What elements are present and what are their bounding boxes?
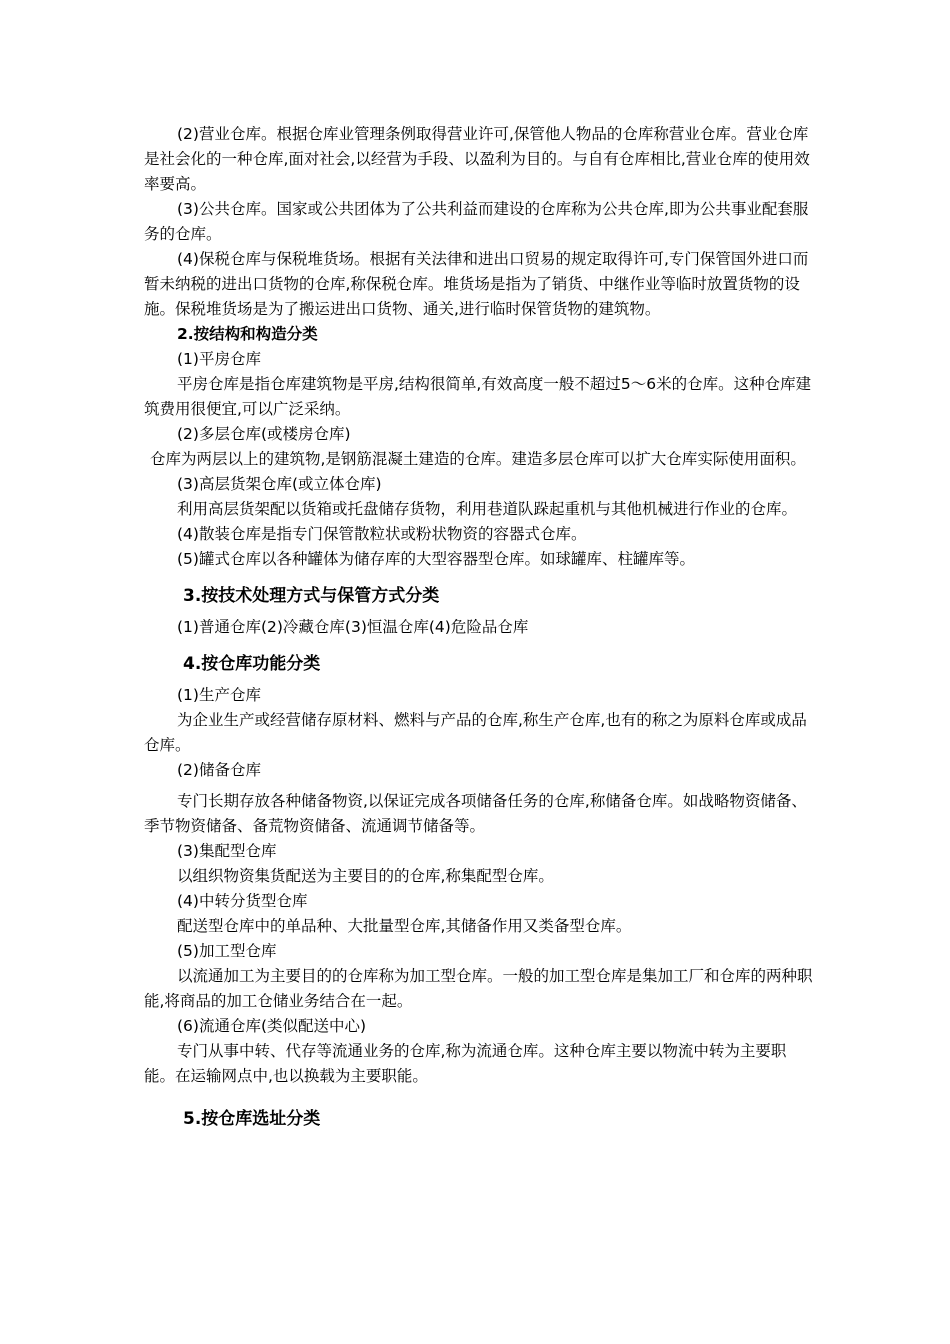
document-page	[144, 122, 814, 1132]
paragraph-transfer: 配送型仓库中的单品种、大批量型仓库,其储备作用又类备型仓库。	[177, 917, 632, 935]
subheading-collection: (3)集配型仓库	[177, 842, 277, 860]
subheading-circulation: (6)流通仓库(类似配送中心)	[177, 1017, 367, 1035]
section-heading-technique: 3.按技术处理方式与保管方式分类	[183, 586, 440, 606]
section-heading-function: 4.按仓库功能分类	[183, 654, 321, 674]
subheading-single-storey: (1)平房仓库	[177, 350, 261, 368]
paragraph-circulation: 专门从事中转、代存等流通业务的仓库,称为流通仓库。这种仓库主要以物流中转为主要职能。在运输网点中,也以换载为主要职能。	[144, 1042, 787, 1085]
paragraph-multi-storey: 仓库为两层以上的建筑物,是钢筋混凝土建造的仓库。建造多层仓库可以扩大仓库实际使用面积。	[150, 450, 806, 468]
subheading-processing: (5)加工型仓库	[177, 942, 277, 960]
paragraph-bulk-warehouse: (4)散装仓库是指专门保管散粒状或粉状物资的容器式仓库。	[177, 525, 587, 543]
paragraph-public-warehouse: (3)公共仓库。国家或公共团体为了公共利益而建设的仓库称为公共仓库,即为公共事业配套服务的仓库。	[144, 200, 809, 243]
paragraph-bonded-warehouse: (4)保税仓库与保税堆货场。根据有关法律和进出口贸易的规定取得许可,专门保管国外进口而暂未纳税的进出口货物的仓库,称保税仓库。堆货场是指为了销货、中继作业等临时放置货物的设施。保税堆货场是为了搬运进出口货物、通关,进行临时保管货物的建筑物。	[144, 250, 809, 318]
paragraph-tank-warehouse: (5)罐式仓库以各种罐体为储存库的大型容器型仓库。如球罐库、柱罐库等。	[177, 550, 695, 568]
paragraph-reserve: 专门长期存放各种储备物资,以保证完成各项储备任务的仓库,称储备仓库。如战略物资储备、季节物资储备、备荒物资储备、流通调节储备等。	[144, 792, 807, 835]
paragraph-single-storey: 平房仓库是指仓库建筑物是平房,结构很简单,有效高度一般不超过5～6米的仓库。这种仓库建筑费用很便宜,可以广泛采纳。	[144, 375, 812, 418]
paragraph-high-rack: 利用高层货架配以货箱或托盘储存货物，利用巷道队跺起重机与其他机械进行作业的仓库。	[177, 500, 798, 518]
paragraph-business-warehouse: (2)营业仓库。根据仓库业管理条例取得营业许可,保管他人物品的仓库称营业仓库。营业仓库是社会化的一种仓库,面对社会,以经营为手段、以盈利为目的。与自有仓库相比,营业仓库的使用效率要高。	[144, 125, 810, 193]
paragraph-technique-list: (1)普通仓库(2)冷藏仓库(3)恒温仓库(4)危险品仓库	[177, 618, 529, 636]
subheading-transfer: (4)中转分货型仓库	[177, 892, 308, 910]
paragraph-processing: 以流通加工为主要目的的仓库称为加工型仓库。一般的加工型仓库是集加工厂和仓库的两种职能,将商品的加工仓储业务结合在一起。	[144, 967, 813, 1010]
section-heading-structure: 2.按结构和构造分类	[177, 325, 318, 343]
paragraph-production: 为企业生产或经营储存原材料、燃料与产品的仓库,称生产仓库,也有的称之为原料仓库或成品仓库。	[144, 711, 807, 754]
section-heading-location: 5.按仓库选址分类	[183, 1109, 321, 1129]
subheading-high-rack: (3)高层货架仓库(或立体仓库)	[177, 475, 382, 493]
subheading-reserve: (2)储备仓库	[177, 761, 261, 779]
subheading-multi-storey: (2)多层仓库(或楼房仓库)	[177, 425, 351, 443]
subheading-production: (1)生产仓库	[177, 686, 261, 704]
paragraph-collection: 以组织物资集货配送为主要目的的仓库,称集配型仓库。	[177, 867, 554, 885]
